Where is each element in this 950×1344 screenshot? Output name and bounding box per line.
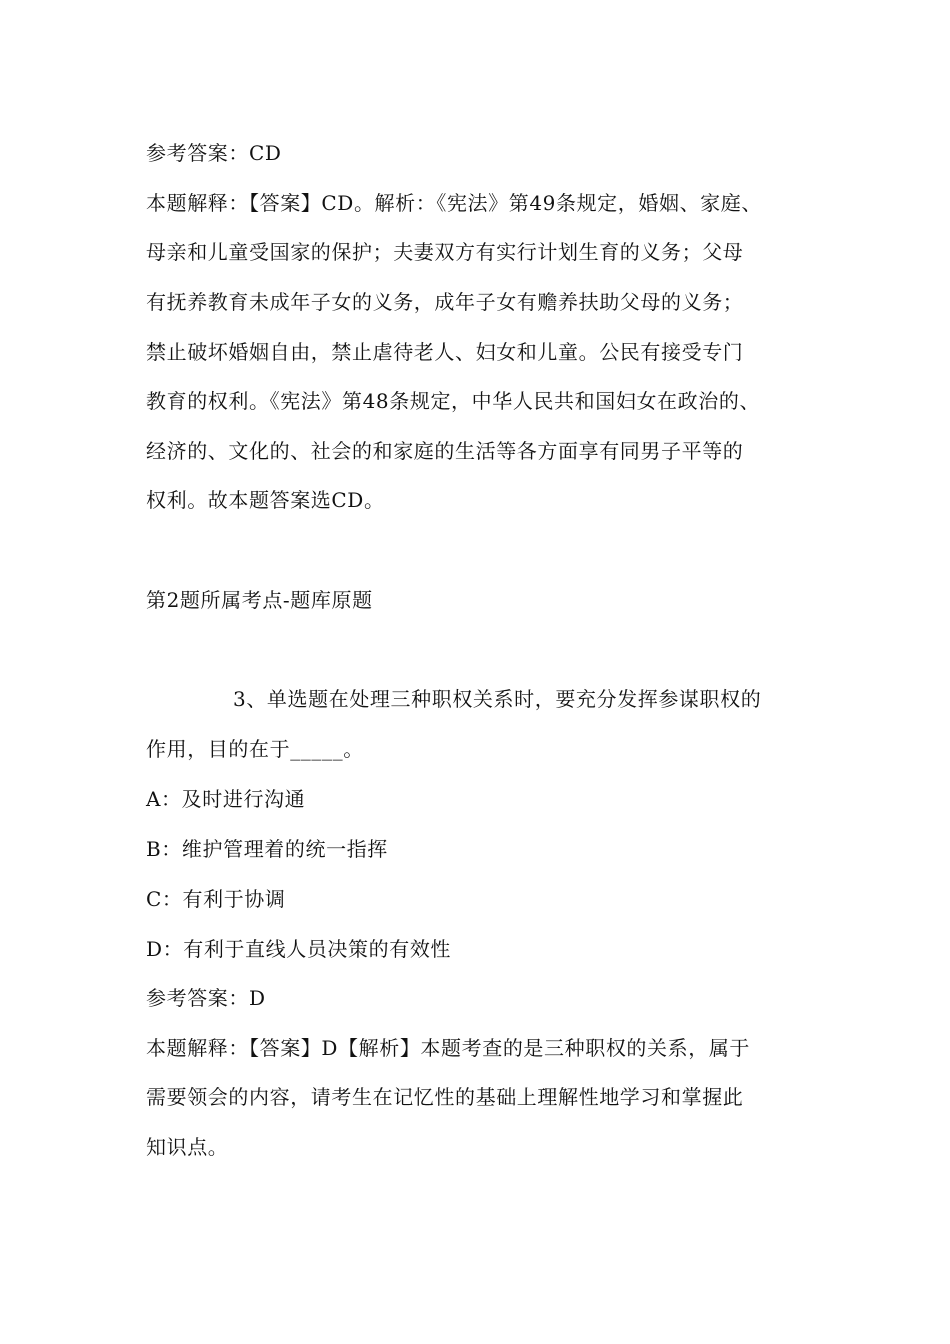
answer-line: 参考答案：CD	[146, 141, 282, 165]
question-stem: 3、单选题在处理三种职权关系时，要充分发挥参谋职权的	[233, 687, 762, 711]
explanation-line: 教育的权利。《宪法》第48条规定，中华人民共和国妇女在政治的、	[146, 389, 761, 413]
topic-line: 第2题所属考点-题库原题	[146, 588, 373, 612]
explanation-line: 本题解释：【答案】D【解析】本题考查的是三种职权的关系，属于	[146, 1036, 751, 1060]
explanation-line: 权利。故本题答案选CD。	[146, 488, 385, 512]
explanation-line: 母亲和儿童受国家的保护；夫妻双方有实行计划生育的义务；父母	[146, 240, 744, 264]
option-d: D：有利于直线人员决策的有效性	[146, 937, 452, 961]
option-c: C：有利于协调	[146, 887, 286, 911]
explanation-line: 知识点。	[146, 1135, 229, 1159]
explanation-line: 有抚养教育未成年子女的义务，成年子女有赡养扶助父母的义务；	[146, 290, 744, 314]
question-stem: 作用，目的在于_____。	[146, 737, 364, 761]
option-a: A：及时进行沟通	[146, 787, 306, 811]
explanation-line: 需要领会的内容，请考生在记忆性的基础上理解性地学习和掌握此	[146, 1085, 744, 1109]
explanation-line: 禁止破坏婚姻自由，禁止虐待老人、妇女和儿童。公民有接受专门	[146, 340, 744, 364]
answer-line: 参考答案：D	[146, 986, 266, 1010]
explanation-line: 本题解释：【答案】CD。解析：《宪法》第49条规定，婚姻、家庭、	[146, 191, 762, 215]
explanation-line: 经济的、文化的、社会的和家庭的生活等各方面享有同男子平等的	[146, 439, 744, 463]
option-b: B：维护管理着的统一指挥	[146, 837, 388, 861]
